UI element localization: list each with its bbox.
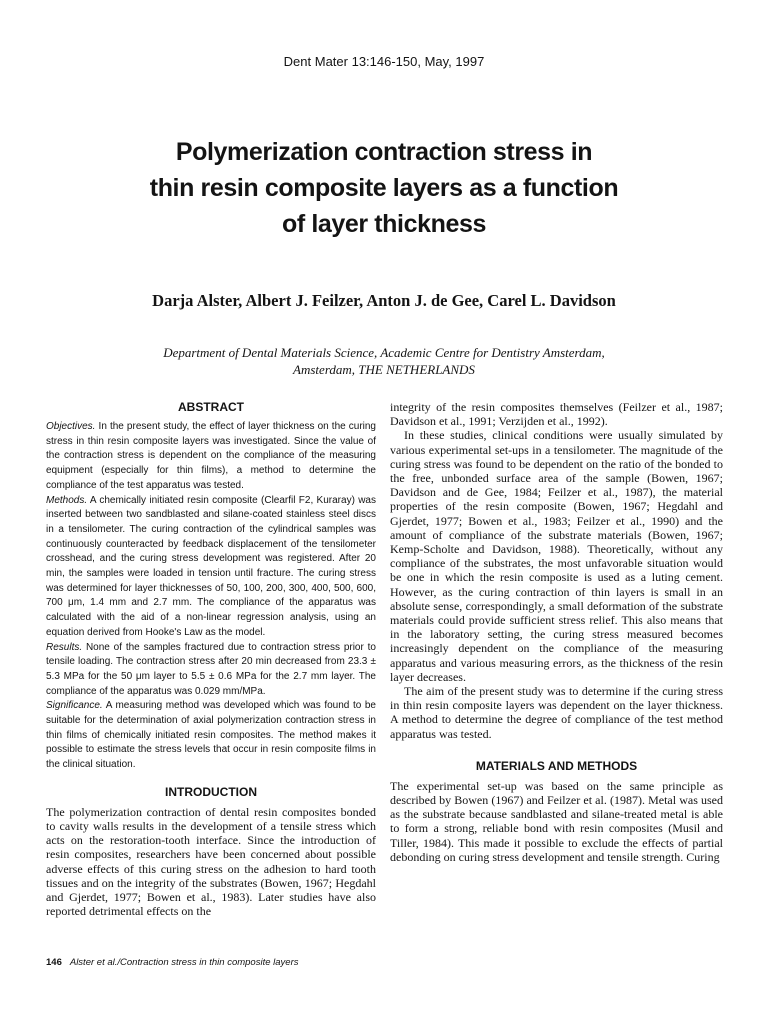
significance-text: A measuring method was developed which was found to be suitable for the determination of axial polymerization contraction stress in thin films of chemically initiated resin composites. The method makes it possible to estimate the stress levels that occur in resin composite films in the clinical situation. xyxy=(46,700,376,771)
results-label: Results. xyxy=(46,641,83,653)
author-list: Darja Alster, Albert J. Feilzer, Anton J. de Gee, Carel L. Davidson xyxy=(152,291,616,310)
introduction-section xyxy=(46,785,376,919)
introduction-paragraph: The polymerization contraction of dental resin composites bonded to cavity walls results in the development of a tensile stress which acts on the restoration-tooth interface. Since the introduction of resin composites, researchers have been concerned about possible adverse effects of this curing stress on the adhesion to hard tooth tissues and on the integrity of the substrates (Bowen, 1967; Hegdahl and Gjerdet, 1977; Bowen et al., 1983). Later studies have also reported detrimental effects on the xyxy=(46,804,376,919)
abstract-methods xyxy=(46,494,376,641)
page-number: 146 xyxy=(46,957,62,968)
affiliation-line: Amsterdam, THE NETHERLANDS xyxy=(293,362,475,377)
body-paragraph: In these studies, clinical conditions were usually simulated by various experimental set-ups in a tensilometer. The magnitude of the curing stress was found to be dependent on the ratio of the bonded to the free, unbonded surface area of the sample (Bowen, 1967; Davidson and de Gee, 1984; Feilzer et al., 1987), the material properties of the resin composite (Bowen, 1967; Hegdahl and Gjerdet, 1977; Bowen et al., 1983; Feilzer et al., 1990) and the amount of compliance of the substrate materials (Bowen, 1967; Kemp-Scholte and Davidson, 1988). Theoretically, without any compliance of the substrates, the most unfavorable situation would be one in which the resin composite is used as a luting cement. However, as the curing contraction of thin layers is small in an absolute sense, correspondingly, a small deformation of the substrate materials could provide sufficient stress relief. This also means that in the laboratory setting, the curing stress measured becomes increasingly dependent on the compliance of the measuring apparatus and various measuring errors, as the thickness of the resin layer decreases. xyxy=(390,428,723,684)
significance-label: Significance. xyxy=(46,700,103,712)
affiliation-line: Department of Dental Materials Science, Academic Centre for Dentistry Amsterdam, xyxy=(163,345,605,360)
journal-reference: Dent Mater 13:146-150, May, 1997 xyxy=(283,54,485,69)
title-line: thin resin composite layers as a function xyxy=(149,174,619,202)
abstract-section xyxy=(46,400,376,773)
introduction-heading: INTRODUCTION xyxy=(165,784,257,799)
running-title: Alster et al./Contraction stress in thin composite layers xyxy=(69,957,299,968)
methods-label: Methods. xyxy=(46,494,88,506)
methods-text: A chemically initiated resin composite (Clearfil F2, Kuraray) was inserted between two sandblasted and silane-coated stainless steel discs in a tensilometer. The curing contraction of the cylindrical samples was continuously counteracted by feedback displacement of the tensilometer crosshead, and the curing stress development was registered. After 20 min, the samples were loaded in tension until fracture. The curing stress was determined for layer thicknesses of 50, 100, 200, 300, 400, 500, 600, 700 μm, 1.4 mm and 2.7 mm. The compliance of the apparatus was calculated with the aid of a non-linear regression analysis, using an equation derived from Hooke's Law as the model. xyxy=(46,494,376,638)
materials-methods-heading: MATERIALS AND METHODS xyxy=(475,758,638,773)
abstract-heading: ABSTRACT xyxy=(178,400,244,414)
left-column xyxy=(46,400,376,919)
right-column xyxy=(390,400,723,864)
abstract-objectives xyxy=(46,420,376,494)
objectives-text: In the present study, the effect of layer thickness on the curing stress in thin resin composite layers was investigated. Since the value of the contraction stress is dependent on the compliance of the measuring equipment (especially for thin films), a method to determine the compliance of the test apparatus was tested. xyxy=(46,421,376,491)
objectives-label: Objectives. xyxy=(46,421,96,432)
results-text: None of the samples fractured due to contraction stress prior to tensile loading. The contraction stress after 20 min decreased from 23.3 ± 5.3 MPa for the 50 μm layer to 5.5 ± 0.6 MPa for the 2.7 mm layer. The compliance of the apparatus was 0.029 mm/MPa. xyxy=(46,641,376,697)
page-footer xyxy=(46,957,298,968)
body-paragraph: The aim of the present study was to determine if the curing stress in thin resin composite layers was dependent on the layer thickness. A method to determine the degree of compliance of the test method apparatus was tested. xyxy=(390,684,723,741)
affiliation xyxy=(100,344,668,378)
materials-methods-paragraph: The experimental set-up was based on the same principle as described by Bowen (1967) and Feilzer et al. (1987). Metal was used as the substrate because sandblasted and silane-treated metal is able to form a strong, reliable bond with resin composites (Musil and Tiller, 1984). This made it possible to exclude the effects of partial debonding on curing stress development and tensile strength. Curing xyxy=(390,778,723,864)
abstract-significance xyxy=(46,699,376,773)
continued-paragraph: integrity of the resin composites themselves (Feilzer et al., 1987; Davidson et al., 1991; Verzijden et al., 1992). xyxy=(390,400,723,429)
abstract-results xyxy=(46,641,376,700)
title-line: Polymerization contraction stress in xyxy=(175,138,593,166)
title-line: of layer thickness xyxy=(281,210,486,238)
article-title xyxy=(84,134,684,242)
